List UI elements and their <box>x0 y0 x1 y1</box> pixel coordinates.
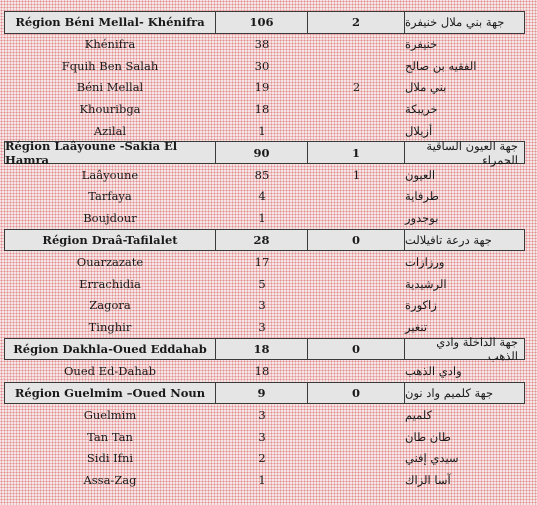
label-cell: Région Draâ-Tafilalet <box>4 229 216 252</box>
province-row <box>4 469 525 491</box>
arabic-label-cell: العيون <box>405 167 436 182</box>
count-cell <box>308 316 405 338</box>
total-cell: 1 <box>258 472 266 487</box>
arabic-label-cell: تنغير <box>405 319 428 334</box>
total-cell: 38 <box>254 37 270 52</box>
label-cell: Ouarzazate <box>76 255 144 270</box>
label-cell: Oued Ed-Dahab <box>64 363 156 378</box>
total-cell: 18 <box>216 338 308 361</box>
total-cell: 19 <box>254 80 270 95</box>
total-cell: 4 <box>258 189 266 204</box>
province-row <box>4 404 525 426</box>
total-cell: 3 <box>258 298 266 313</box>
regions-table <box>4 11 525 491</box>
label-cell: Khouribga <box>79 102 141 117</box>
arabic-label-cell: الرشيدية <box>405 276 447 291</box>
count-cell: 2 <box>308 11 405 34</box>
count-cell <box>308 294 405 316</box>
total-cell: 2 <box>258 451 266 466</box>
total-cell: 30 <box>254 58 270 73</box>
arabic-label-cell: وادي الذهب <box>405 363 462 378</box>
label-cell: Fquih Ben Salah <box>61 58 159 73</box>
province-row <box>4 77 525 99</box>
region-header-row <box>4 11 525 34</box>
total-cell: 17 <box>254 255 270 270</box>
province-row <box>4 360 525 382</box>
label-cell: Tarfaya <box>88 189 132 204</box>
province-row <box>4 55 525 77</box>
arabic-label-cell: جهة كلميم واد نون <box>405 382 525 405</box>
arabic-label-cell: بني ملال <box>405 80 447 95</box>
arabic-label-cell: جهة الداخلة وادي الذهب <box>405 338 525 361</box>
label-cell: Région Guelmim –Oued Noun <box>4 382 216 405</box>
total-cell: 18 <box>254 363 270 378</box>
arabic-label-cell: طرفاية <box>405 189 439 204</box>
region-header-row <box>4 138 525 167</box>
count-cell <box>308 360 405 382</box>
arabic-label-cell: خنيفرة <box>405 37 438 52</box>
label-cell: Khénifra <box>84 37 136 52</box>
label-cell: Guelmim <box>83 408 137 423</box>
label-cell: Région Laâyoune -Sakia El Hamra <box>4 141 216 164</box>
total-cell: 28 <box>216 229 308 252</box>
label-cell: Assa-Zag <box>83 472 137 487</box>
label-cell: Errachidia <box>79 276 141 291</box>
arabic-label-cell: جهة العيون الساقية الحمراء <box>405 141 525 164</box>
arabic-label-cell: ورزازات <box>405 255 445 270</box>
arabic-label-cell: سيدي إفني <box>405 451 459 466</box>
arabic-label-cell: الفقيه بن صالح <box>405 58 477 73</box>
arabic-label-cell: أزيلال <box>405 123 433 138</box>
province-row <box>4 98 525 120</box>
arabic-label-cell: زاكورة <box>405 298 437 313</box>
province-row <box>4 186 525 208</box>
count-cell: 0 <box>308 338 405 361</box>
region-header-row <box>4 382 525 405</box>
count-cell <box>308 207 405 229</box>
region-header-row <box>4 334 525 363</box>
label-cell: Région Dakhla-Oued Eddahab <box>4 338 216 361</box>
arabic-label-cell: بوجدور <box>405 210 439 225</box>
total-cell: 5 <box>258 276 266 291</box>
count-cell <box>308 404 405 426</box>
count-cell <box>308 98 405 120</box>
label-cell: Zagora <box>89 298 131 313</box>
total-cell: 90 <box>216 141 308 164</box>
count-cell: 0 <box>308 229 405 252</box>
count-cell <box>308 186 405 208</box>
province-row <box>4 251 525 273</box>
count-cell <box>308 273 405 295</box>
province-row <box>4 34 525 56</box>
province-row <box>4 447 525 469</box>
label-cell: Béni Mellal <box>76 80 144 95</box>
count-cell <box>308 469 405 491</box>
region-header-row <box>4 229 525 252</box>
count-cell <box>308 251 405 273</box>
count-cell <box>308 120 405 142</box>
label-cell: Azilal <box>93 123 127 138</box>
count-cell <box>308 447 405 469</box>
label-cell: Sidi Ifni <box>86 451 134 466</box>
arabic-label-cell: كلميم <box>405 408 433 423</box>
count-cell <box>308 426 405 448</box>
count-cell: 1 <box>352 167 361 182</box>
arabic-label-cell: خريبكة <box>405 102 438 117</box>
arabic-label-cell: آسا الزاك <box>405 472 451 487</box>
arabic-label-cell: طان طان <box>405 429 451 444</box>
label-cell: Boujdour <box>83 210 137 225</box>
count-cell: 2 <box>352 80 361 95</box>
arabic-label-cell: جهة بني ملال خنيفرة <box>405 11 525 34</box>
province-row <box>4 426 525 448</box>
total-cell: 9 <box>216 382 308 405</box>
label-cell: Tinghir <box>88 319 132 334</box>
total-cell: 1 <box>258 210 266 225</box>
count-cell <box>308 34 405 56</box>
arabic-label-cell: جهة درعة تافيلالت <box>405 229 525 252</box>
label-cell: Région Béni Mellal- Khénifra <box>4 11 216 34</box>
province-row <box>4 164 525 186</box>
count-cell: 0 <box>308 382 405 405</box>
province-row <box>4 207 525 229</box>
total-cell: 3 <box>258 319 266 334</box>
province-row <box>4 294 525 316</box>
total-cell: 106 <box>216 11 308 34</box>
label-cell: Laâyoune <box>81 167 139 182</box>
label-cell: Tan Tan <box>87 429 133 444</box>
total-cell: 1 <box>258 123 266 138</box>
total-cell: 18 <box>254 102 270 117</box>
count-cell: 1 <box>308 141 405 164</box>
total-cell: 3 <box>258 429 266 444</box>
total-cell: 3 <box>258 408 266 423</box>
province-row <box>4 273 525 295</box>
total-cell: 85 <box>254 167 270 182</box>
count-cell <box>308 55 405 77</box>
